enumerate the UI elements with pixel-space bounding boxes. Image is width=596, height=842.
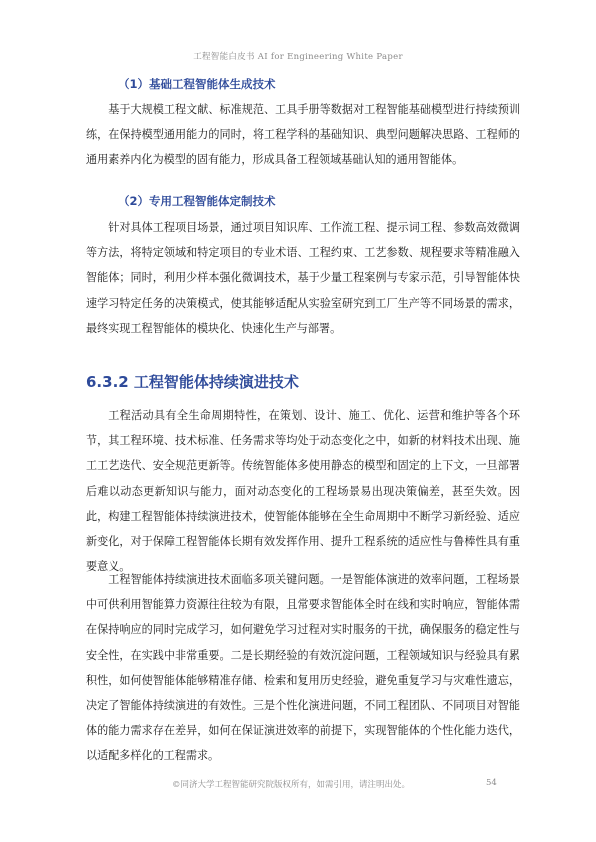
copyright-notice: ©同济大学工程智能研究院版权所有，如需引用，请注明出处。 bbox=[172, 780, 411, 790]
subsection-2-paragraph: 针对具体工程项目场景，通过项目知识库、工作流工程、提示词工程、参数高效微调等方法，将特定领域和特定项目的专业术语、工程约束、工艺参数、规程要求等精准融入智能体；同时，利用少样本强化微调技术，基于少量工程案例与专家示范，引导智能体快速学习特定任务的决策模式，使其能够适配从实验室研究到工厂生产等不同场景的需求，最终实现工程智能体的模块化、快速化生产与部署。 bbox=[86, 221, 520, 335]
section-heading: 6.3.2 工程智能体持续演进技术 bbox=[86, 373, 299, 391]
section-paragraph-1: 工程活动具有全生命周期特性，在策划、设计、施工、优化、运营和维护等各个环节，其工程环境、技术标准、任务需求等均处于动态变化之中，如新的材料技术出现、施工工艺迭代、安全规范更新等。传统智能体多使用静态的模型和固定的上下文，一旦部署后难以动态更新知识与能力，面对动态变化的工程场景易出现决策偏差，甚至失效。因此，构建工程智能体持续演进技术，使智能体能够在全生命周期中不断学习新经验、适应新变化，对于保障工程智能体长期有效发挥作用、提升工程系统的适应性与鲁棒性具有重要意义。 bbox=[86, 409, 520, 574]
section-paragraph-2: 工程智能体持续演进技术面临多项关键问题。一是智能体演进的效率问题，工程场景中可供利用智能算力资源往往较为有限，且常要求智能体全时在线和实时响应，智能体需在保持响应的同时完成学习，如何避免学习过程对实时服务的干扰，确保服务的稳定性与安全性，在实践中非常重要。二是长期经验的有效沉淀问题，工程领域知识与经验具有累积性，如何使智能体能够精准存储、检索和复用历史经验，避免重复学习与灾难性遗忘，决定了智能体持续演进的有效性。三是个性化演进问题，不同工程团队、不同项目对智能体的能力需求存在差异，如何在保证演进效率的前提下，实现智能体的个性化能力迭代，以适配多样化的工程需求。 bbox=[86, 573, 520, 763]
page-number: 54 bbox=[486, 778, 497, 788]
subsection-title-1: （1）基础工程智能体生成技术 bbox=[118, 77, 276, 91]
subsection-1-paragraph: 基于大规模工程文献、标准规范、工具手册等数据对工程智能基础模型进行持续预训练，在保持模型通用能力的同时，将工程学科的基础知识、典型问题解决思路、工程师的通用素养内化为模型的固有能力，形成具备工程领域基础认知的通用智能体。 bbox=[86, 103, 520, 167]
running-header: 工程智能白皮书 AI for Engineering White Paper bbox=[193, 52, 403, 62]
subsection-title-2: （2）专用工程智能体定制技术 bbox=[118, 194, 276, 208]
